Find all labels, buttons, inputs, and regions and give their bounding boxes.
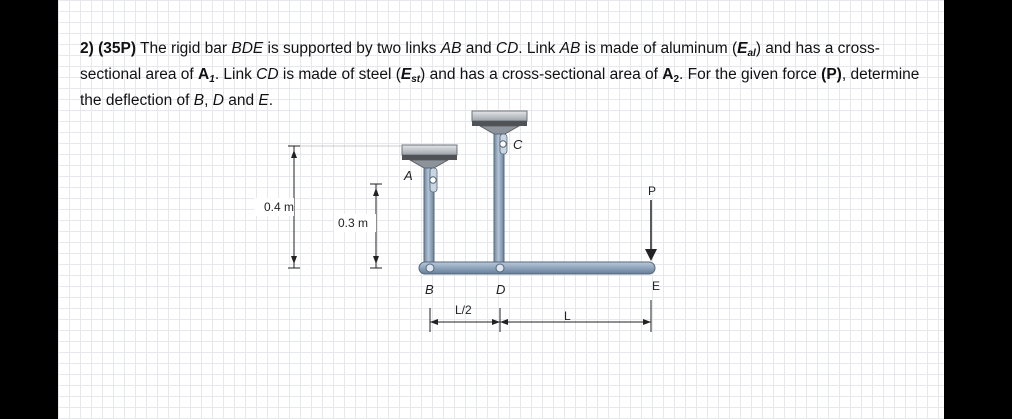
problem-text: ) and has a cross-sectional area of	[420, 66, 663, 83]
problem-text: , determine the deflection of	[80, 66, 920, 109]
link-ab-name: AB	[440, 40, 462, 57]
problem-text: .	[268, 92, 274, 109]
area-a2: A	[662, 66, 674, 83]
worksheet-page	[58, 0, 944, 419]
modulus-steel: E	[400, 66, 412, 83]
dimension-span-de-label: L	[564, 309, 571, 323]
problem-text: is made of steel (	[278, 66, 401, 83]
left-dark-margin	[0, 0, 58, 419]
label-p: P	[648, 184, 657, 198]
label-d: D	[496, 282, 506, 297]
dimension-height-cd-label: 0.3 m	[338, 216, 369, 230]
link-ab	[424, 168, 437, 271]
point-b-name: B	[193, 92, 205, 109]
problem-text: is made of aluminum (	[580, 40, 738, 57]
problem-number: 2)	[80, 40, 94, 57]
problem-points: (35P)	[98, 40, 137, 57]
modulus-aluminum-subscript: al	[747, 48, 756, 59]
problem-text: ) and has a cross-sectional area of	[80, 40, 880, 83]
label-b: B	[425, 282, 434, 297]
modulus-steel-subscript: st	[411, 74, 421, 85]
problem-text: . Link	[214, 66, 257, 83]
link-cd-name: CD	[495, 40, 519, 57]
area-a1-subscript: 1	[209, 74, 215, 85]
area-a2-subscript: 2	[673, 74, 680, 85]
problem-text: The rigid bar	[136, 40, 232, 57]
link-cd	[494, 134, 507, 271]
dimension-span-bd-label: L/2	[455, 303, 472, 317]
label-c: C	[513, 137, 523, 152]
dimension-height-ab-label: 0.4 m	[264, 200, 295, 214]
problem-text: . Link	[518, 40, 560, 57]
force-symbol: (P)	[821, 66, 842, 83]
structure-diagram	[58, 0, 944, 419]
support-c	[472, 111, 527, 134]
point-d-name: D	[212, 92, 224, 109]
link-ab-name: AB	[559, 40, 581, 57]
problem-text: and	[223, 92, 259, 109]
bar-name: BDE	[231, 40, 264, 57]
right-dark-margin	[944, 0, 1012, 419]
link-cd-name: CD	[256, 66, 279, 83]
problem-text: . For the given force	[679, 66, 822, 83]
label-e: E	[652, 279, 661, 293]
area-a1: A	[198, 66, 210, 83]
point-e-name: E	[258, 92, 269, 109]
problem-text: and	[461, 40, 496, 57]
label-a: A	[404, 168, 413, 183]
rigid-bar-bde	[419, 262, 655, 274]
problem-text: is supported by two links	[263, 40, 441, 57]
support-a	[402, 145, 457, 168]
modulus-aluminum: E	[737, 40, 748, 57]
problem-text: ,	[204, 92, 213, 109]
